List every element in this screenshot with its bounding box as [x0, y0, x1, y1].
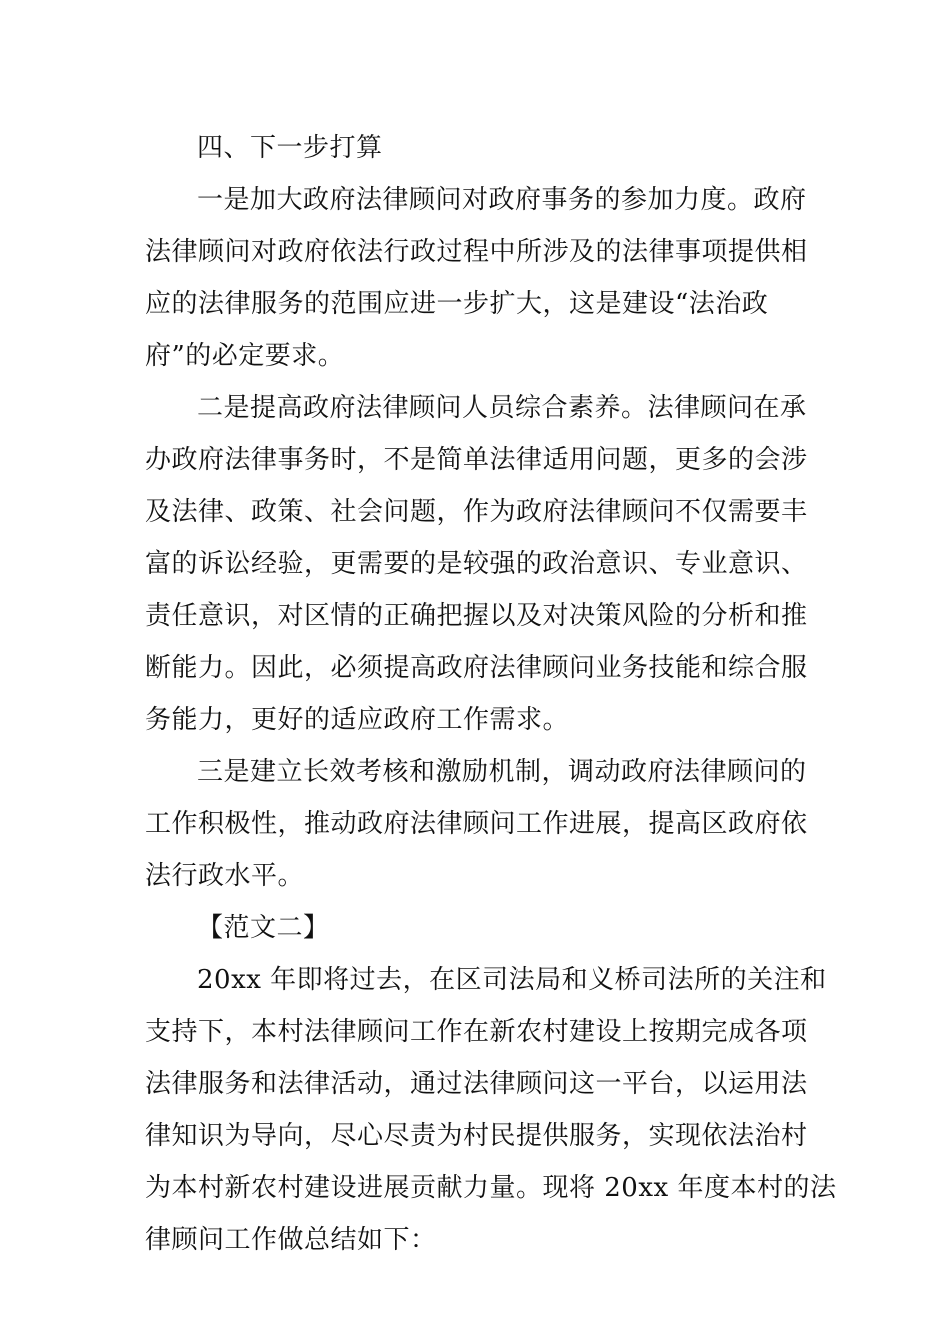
paragraph-line: 法律服务和法律活动，通过法律顾问这一平台，以运用法: [145, 1069, 808, 1099]
paragraph-line: 三是建立长效考核和激励机制，调动政府法律顾问的: [197, 757, 807, 787]
document-page: [145, 122, 837, 1266]
paragraph-line: 法行政水平。: [145, 861, 305, 891]
paragraph-line: 务能力，更好的适应政府工作需求。: [145, 705, 570, 735]
paragraph-line: 律知识为导向，尽心尽责为村民提供服务，实现依法治村: [145, 1121, 808, 1151]
section-heading: 四、下一步打算: [197, 133, 383, 163]
paragraph-third: [145, 746, 810, 902]
paragraph-line: 一是加大政府法律顾问对政府事务的参加力度。政府: [197, 185, 807, 215]
paragraph-line: 支持下，本村法律顾问工作在新农村建设上按期完成各项: [145, 1017, 808, 1047]
paragraph-line: 20xx 年即将过去，在区司法局和义桥司法所的关注和: [197, 965, 827, 995]
paragraph-line: 断能力。因此，必须提高政府法律顾问业务技能和综合服: [145, 653, 808, 683]
paragraph-line: 富的诉讼经验，更需要的是较强的政治意识、专业意识、: [145, 549, 808, 579]
paragraph-line: 法律顾问对政府依法行政过程中所涉及的法律事项提供相: [145, 237, 808, 267]
paragraph-line: 及法律、政策、社会问题，作为政府法律顾问不仅需要丰: [145, 497, 808, 527]
intro-paragraph: [145, 954, 837, 1266]
paragraph-line: 工作积极性，推动政府法律顾问工作进展，提高区政府依: [145, 809, 808, 839]
paragraph-first: [145, 174, 810, 382]
paragraph-line: 责任意识，对区情的正确把握以及对决策风险的分析和推: [145, 601, 808, 631]
paragraph-line: 办政府法律事务时，不是简单法律适用问题，更多的会涉: [145, 445, 808, 475]
paragraph-line: 府”的必定要求。: [145, 341, 345, 371]
sample-heading: 【范文二】: [197, 913, 330, 943]
paragraph-second: [145, 382, 810, 746]
paragraph-line: 二是提高政府法律顾问人员综合素养。法律顾问在承: [197, 393, 807, 423]
paragraph-line: 应的法律服务的范围应进一步扩大，这是建设“法治政: [145, 289, 769, 319]
paragraph-line: 为本村新农村建设进展贡献力量。现将 20xx 年度本村的法: [145, 1173, 837, 1203]
paragraph-line: 律顾问工作做总结如下：: [145, 1225, 437, 1255]
